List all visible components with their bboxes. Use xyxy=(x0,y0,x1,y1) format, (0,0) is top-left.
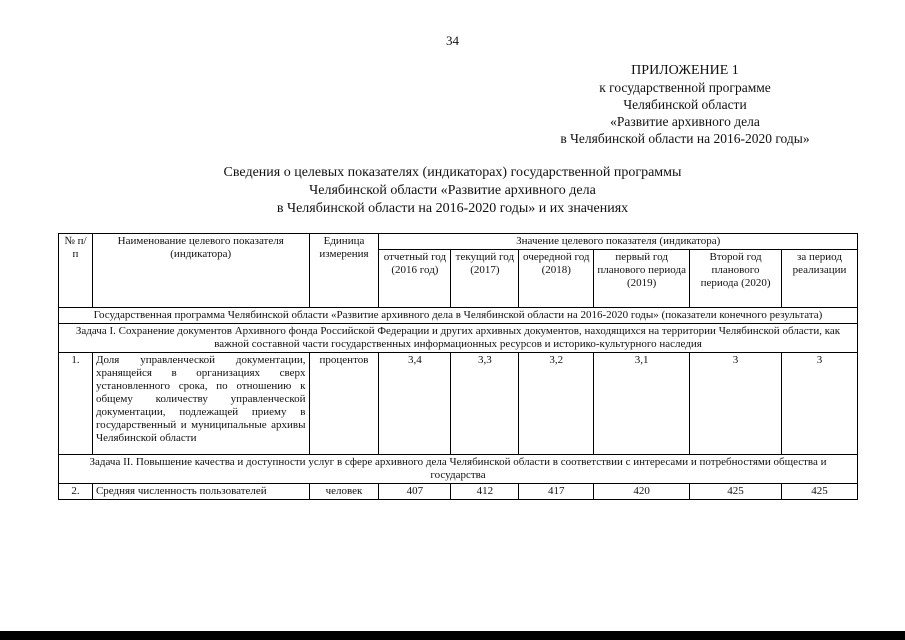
appendix-line: «Развитие архивного дела xyxy=(610,114,760,129)
header-num: № п/п xyxy=(59,234,93,308)
appendix-line: ПРИЛОЖЕНИЕ 1 xyxy=(631,63,739,78)
row-1-value: 3,2 xyxy=(519,353,594,455)
appendix-block xyxy=(525,62,845,147)
row-2-name: Средняя численность пользователей xyxy=(92,484,309,500)
scan-bottom-edge xyxy=(0,631,905,640)
indicators-table xyxy=(58,233,858,500)
task-1-row: Задача I. Сохранение документов Архивного фонда Российской Федерации и других архивных документов, находящихся на территории Челябинской области, как важной составной части государственных информационных ресурсов и историко-культурного наследия xyxy=(59,324,858,353)
header-col-2018: очередной год (2018) xyxy=(519,250,594,308)
header-col-2016: отчетный год (2016 год) xyxy=(379,250,451,308)
row-1-value: 3 xyxy=(690,353,782,455)
row-2-value: 412 xyxy=(451,484,519,500)
row-1-name: Доля управленческой документации, хранящейся в организациях сверх установленного срока, по отношению к общему количеству управленческой документации, подлежащей приему в государственный и муниципальные архивы Челябинской области xyxy=(92,353,309,455)
heading-line: Челябинской области «Развитие архивного дела xyxy=(309,183,596,198)
heading-line: Сведения о целевых показателях (индикаторах) государственной программы xyxy=(223,165,682,180)
header-col-2019: первый год планового периода (2019) xyxy=(594,250,690,308)
program-row: Государственная программа Челябинской области «Развитие архивного дела в Челябинской области на 2016-2020 годы» (показатели конечного результата) xyxy=(59,308,858,324)
header-name: Наименование целевого показателя (индикатора) xyxy=(92,234,309,308)
row-2-unit: человек xyxy=(309,484,379,500)
page-number: 34 xyxy=(446,33,459,48)
heading-line: в Челябинской области на 2016-2020 годы» и их значениях xyxy=(276,201,629,216)
appendix-line: к государственной программе xyxy=(599,80,771,95)
appendix-line: Челябинской области xyxy=(623,97,747,112)
row-1-value: 3,1 xyxy=(594,353,690,455)
row-1-unit: процентов xyxy=(309,353,379,455)
header-unit: Единица измерения xyxy=(309,234,379,308)
appendix-line: в Челябинской области на 2016-2020 годы» xyxy=(560,131,810,146)
row-2-value: 407 xyxy=(379,484,451,500)
header-col-2020: Второй год планового периода (2020) xyxy=(690,250,782,308)
row-2-num: 2. xyxy=(59,484,93,500)
row-1-num: 1. xyxy=(59,353,93,455)
row-2-value: 420 xyxy=(594,484,690,500)
row-2-value: 425 xyxy=(690,484,782,500)
row-1-value: 3,4 xyxy=(379,353,451,455)
header-value-group: Значение целевого показателя (индикатора) xyxy=(379,234,858,250)
document-heading xyxy=(0,164,905,218)
row-1-value: 3 xyxy=(781,353,857,455)
header-col-2017: текущий год (2017) xyxy=(451,250,519,308)
row-2-value: 425 xyxy=(781,484,857,500)
row-1-value: 3,3 xyxy=(451,353,519,455)
task-2-row: Задача II. Повышение качества и доступности услуг в сфере архивного дела Челябинской области в соответствии с интересами и потребностями общества и государства xyxy=(59,455,858,484)
header-col-period: за период реализации xyxy=(781,250,857,308)
row-2-value: 417 xyxy=(519,484,594,500)
